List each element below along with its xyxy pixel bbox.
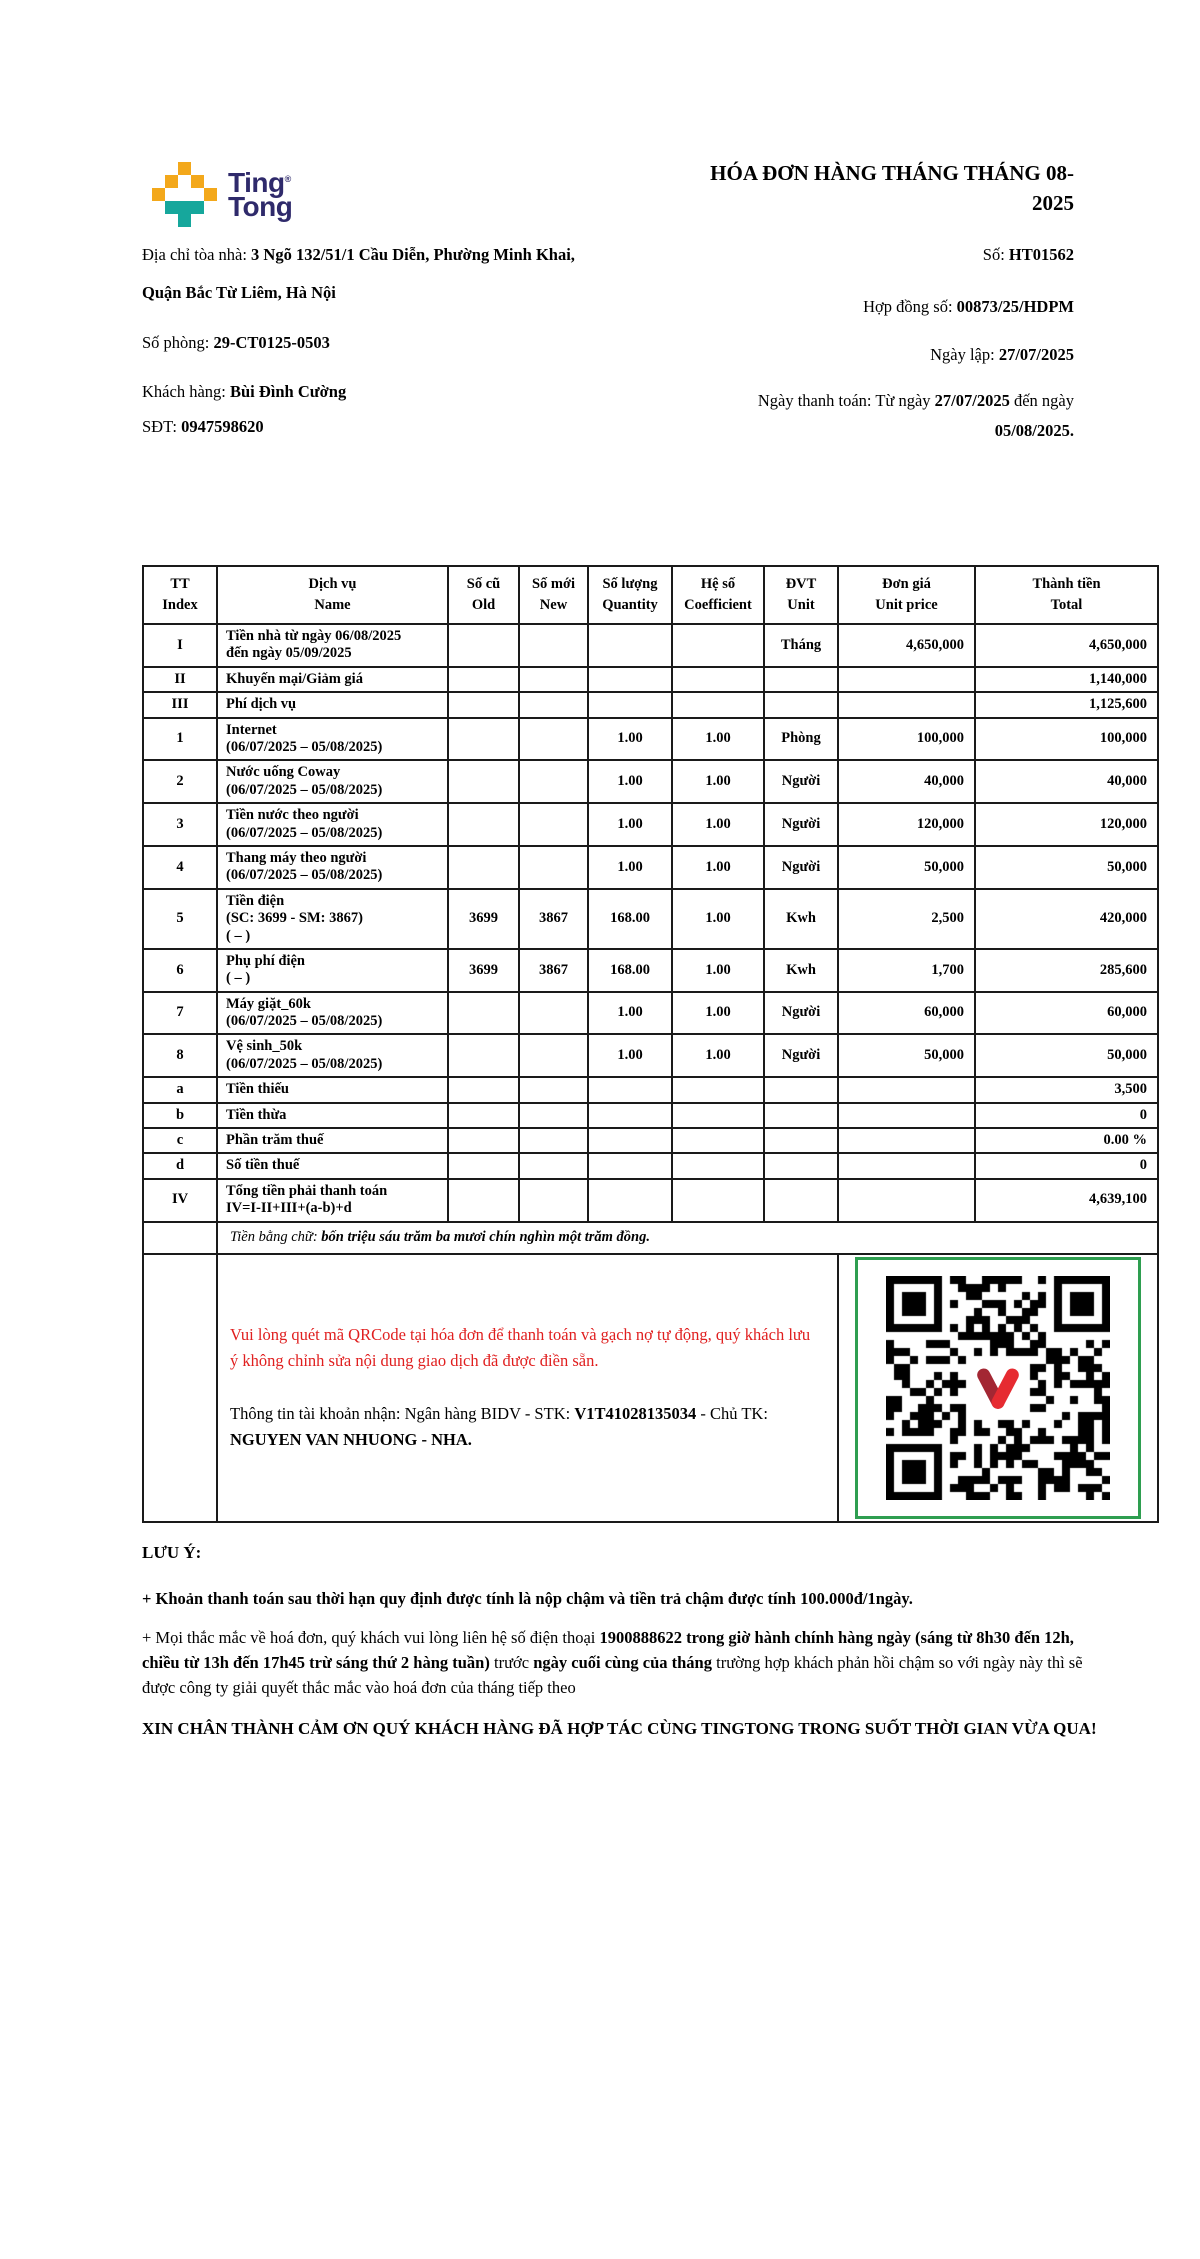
table-cell: 8 xyxy=(143,1034,217,1077)
vietqr-v-icon xyxy=(972,1362,1024,1414)
table-cell: c xyxy=(143,1128,217,1153)
table-cell: 4,650,000 xyxy=(838,624,975,667)
table-cell: 3867 xyxy=(519,889,588,949)
contract-number: Hợp đồng số: 00873/25/HDPM xyxy=(863,297,1074,316)
deadline-emphasis: ngày cuối cùng của tháng xyxy=(533,1653,712,1672)
table-header-cell: Số cũ Old xyxy=(448,566,519,624)
table-cell: 60,000 xyxy=(838,992,975,1035)
table-cell xyxy=(519,803,588,846)
table-cell xyxy=(764,1077,838,1102)
service-name-cell: Tiền nhà từ ngày 06/08/2025 đến ngày 05/09/2025 xyxy=(217,624,448,667)
table-cell: III xyxy=(143,692,217,717)
table-row xyxy=(143,1153,1158,1178)
table-cell: 3,500 xyxy=(975,1077,1158,1102)
service-name-cell: Tiền nước theo người (06/07/2025 – 05/08/2025) xyxy=(217,803,448,846)
service-name-cell: Tiền điện (SC: 3699 - SM: 3867) ( – ) xyxy=(217,889,448,949)
service-name-cell: Tiền thiếu xyxy=(217,1077,448,1102)
table-cell: 50,000 xyxy=(975,1034,1158,1077)
notes-title: LƯU Ý: xyxy=(142,1543,202,1562)
table-cell: 1,140,000 xyxy=(975,667,1158,692)
table-cell xyxy=(448,667,519,692)
table-cell xyxy=(519,1128,588,1153)
table-cell: 4 xyxy=(143,846,217,889)
bank-account-number: V1T41028135034 xyxy=(574,1403,697,1423)
table-cell xyxy=(588,1103,672,1128)
table-cell: 285,600 xyxy=(975,949,1158,992)
table-cell: 6 xyxy=(143,949,217,992)
table-cell xyxy=(519,692,588,717)
table-header-cell: TT Index xyxy=(143,566,217,624)
account-holder-name: NGUYEN VAN NHUONG - NHA. xyxy=(230,1429,472,1449)
table-cell xyxy=(672,667,764,692)
table-cell xyxy=(519,1103,588,1128)
service-name-cell: Nước uống Coway (06/07/2025 – 05/08/2025) xyxy=(217,760,448,803)
table-cell: 1,700 xyxy=(838,949,975,992)
table-row xyxy=(143,992,1158,1035)
registered-mark: ® xyxy=(284,174,292,184)
table-row xyxy=(143,667,1158,692)
table-cell xyxy=(588,1179,672,1222)
qr-instructions-cell xyxy=(217,1254,838,1522)
table-cell: 100,000 xyxy=(838,718,975,761)
table-header-row xyxy=(143,566,1158,624)
table-cell: 4,650,000 xyxy=(975,624,1158,667)
table-cell xyxy=(448,846,519,889)
table-cell: 1.00 xyxy=(672,846,764,889)
table-cell xyxy=(519,1153,588,1178)
table-cell: 5 xyxy=(143,889,217,949)
table-cell xyxy=(588,1077,672,1102)
table-row xyxy=(143,803,1158,846)
table-cell: Người xyxy=(764,1034,838,1077)
table-cell: 3699 xyxy=(448,889,519,949)
table-cell: 3 xyxy=(143,803,217,846)
table-cell: 0 xyxy=(975,1103,1158,1128)
table-cell xyxy=(448,624,519,667)
table-cell xyxy=(672,1077,764,1102)
invoice-table xyxy=(142,565,1159,1523)
table-cell xyxy=(672,1153,764,1178)
table-cell xyxy=(519,760,588,803)
amount-in-words-cell xyxy=(217,1222,1158,1254)
table-cell: a xyxy=(143,1077,217,1102)
table-cell xyxy=(764,692,838,717)
table-cell: IV xyxy=(143,1179,217,1222)
invoice-number: Số: HT01562 xyxy=(982,245,1074,264)
table-cell xyxy=(764,1153,838,1178)
table-cell xyxy=(519,1077,588,1102)
service-name-cell: Thang máy theo người (06/07/2025 – 05/08/2025) xyxy=(217,846,448,889)
table-cell: 1.00 xyxy=(588,718,672,761)
service-name-cell: Phần trăm thuế xyxy=(217,1128,448,1153)
table-cell xyxy=(838,1103,975,1128)
table-cell: 50,000 xyxy=(975,846,1158,889)
payment-period-line1: Ngày thanh toán: Từ ngày 27/07/2025 đến ngày xyxy=(757,391,1074,410)
service-name-cell: Internet (06/07/2025 – 05/08/2025) xyxy=(217,718,448,761)
table-header-cell: Đơn giá Unit price xyxy=(838,566,975,624)
table-cell xyxy=(838,1077,975,1102)
table-cell xyxy=(448,803,519,846)
amount-words-value: bốn triệu sáu trăm ba mươi chín nghìn một trăm đồng. xyxy=(321,1228,650,1245)
table-row xyxy=(143,949,1158,992)
amount-words-label: Tiền bằng chữ: xyxy=(230,1228,322,1245)
table-cell: 0.00 % xyxy=(975,1128,1158,1153)
table-row xyxy=(143,1128,1158,1153)
service-name-cell: Vệ sinh_50k (06/07/2025 – 05/08/2025) xyxy=(217,1034,448,1077)
table-cell: d xyxy=(143,1153,217,1178)
building-address-line2: Quận Bắc Từ Liêm, Hà Nội xyxy=(142,283,336,302)
table-cell xyxy=(448,760,519,803)
table-row xyxy=(143,692,1158,717)
table-cell: 1.00 xyxy=(672,718,764,761)
hotline-note-part: trước xyxy=(489,1653,534,1672)
table-cell: b xyxy=(143,1103,217,1128)
table-cell: 420,000 xyxy=(975,889,1158,949)
table-cell: 1.00 xyxy=(672,803,764,846)
table-row xyxy=(143,846,1158,889)
table-cell xyxy=(448,1103,519,1128)
table-cell: 4,639,100 xyxy=(975,1179,1158,1222)
table-cell: 3699 xyxy=(448,949,519,992)
table-header-cell: Thành tiền Total xyxy=(975,566,1158,624)
qr-payment-row xyxy=(143,1254,1158,1522)
table-cell: Kwh xyxy=(764,949,838,992)
table-cell: Người xyxy=(764,992,838,1035)
qr-code xyxy=(855,1257,1141,1519)
table-cell xyxy=(448,992,519,1035)
hotline-note-part: + Mọi thắc mắc về hoá đơn, quý khách vui lòng liên hệ số điện thoại xyxy=(142,1628,600,1647)
table-header-cell: Dịch vụ Name xyxy=(217,566,448,624)
table-cell xyxy=(588,1153,672,1178)
table-cell: 1.00 xyxy=(588,1034,672,1077)
table-cell xyxy=(588,692,672,717)
table-header-cell: Số mới New xyxy=(519,566,588,624)
table-cell: 3867 xyxy=(519,949,588,992)
table-cell xyxy=(448,718,519,761)
table-cell xyxy=(764,1103,838,1128)
table-cell: 60,000 xyxy=(975,992,1158,1035)
table-cell: 120,000 xyxy=(838,803,975,846)
table-cell xyxy=(672,1103,764,1128)
table-header-cell: Hệ số Coefficient xyxy=(672,566,764,624)
late-payment-note: + Khoản thanh toán sau thời hạn quy định được tính là nộp chậm và tiền trả chậm được tính 100.000đ/1ngày. xyxy=(142,1589,913,1608)
table-cell: 1.00 xyxy=(672,889,764,949)
table-cell: Người xyxy=(764,803,838,846)
table-cell: 120,000 xyxy=(975,803,1158,846)
qr-warning-text: Vui lòng quét mã QRCode tại hóa đơn để thanh toán và gạch nợ tự động, quý khách lưu ý không chỉnh sửa nội dung giao dịch đã được điền sẵn. xyxy=(230,1324,811,1371)
table-cell: 1.00 xyxy=(588,803,672,846)
table-cell: 7 xyxy=(143,992,217,1035)
tingtong-logo xyxy=(152,160,292,224)
table-header-cell: Số lượng Quantity xyxy=(588,566,672,624)
service-name-cell: Số tiền thuế xyxy=(217,1153,448,1178)
table-cell: 0 xyxy=(975,1153,1158,1178)
table-row xyxy=(143,1034,1158,1077)
table-cell xyxy=(588,667,672,692)
table-cell xyxy=(519,846,588,889)
table-cell xyxy=(519,667,588,692)
table-cell: 50,000 xyxy=(838,1034,975,1077)
table-cell: 2,500 xyxy=(838,889,975,949)
table-row xyxy=(143,718,1158,761)
table-cell xyxy=(519,624,588,667)
table-cell xyxy=(838,1153,975,1178)
invoice-title: HÓA ĐƠN HÀNG THÁNG THÁNG 08- 2025 xyxy=(710,161,1074,215)
table-cell xyxy=(448,1128,519,1153)
table-cell xyxy=(672,1128,764,1153)
building-address-line1: Địa chỉ tòa nhà: 3 Ngõ 132/51/1 Cầu Diễn, Phường Minh Khai, xyxy=(142,245,575,264)
payment-period-line2: 05/08/2025. xyxy=(994,421,1074,440)
service-name-cell: Máy giặt_60k (06/07/2025 – 05/08/2025) xyxy=(217,992,448,1035)
service-name-cell: Khuyến mại/Giảm giá xyxy=(217,667,448,692)
table-row xyxy=(143,624,1158,667)
table-cell xyxy=(143,1222,217,1254)
table-cell: 1.00 xyxy=(672,949,764,992)
table-cell: 40,000 xyxy=(838,760,975,803)
table-row xyxy=(143,889,1158,949)
table-cell: 168.00 xyxy=(588,949,672,992)
table-cell: 2 xyxy=(143,760,217,803)
table-cell xyxy=(764,1179,838,1222)
table-cell: Tháng xyxy=(764,624,838,667)
table-header-cell: ĐVT Unit xyxy=(764,566,838,624)
table-cell: 1.00 xyxy=(672,760,764,803)
table-cell xyxy=(448,1153,519,1178)
table-cell: Người xyxy=(764,760,838,803)
table-cell xyxy=(519,992,588,1035)
issue-date: Ngày lập: 27/07/2025 xyxy=(930,345,1074,364)
table-cell: II xyxy=(143,667,217,692)
service-name-cell: Tiền thừa xyxy=(217,1103,448,1128)
table-row xyxy=(143,1077,1158,1102)
thank-you-text: XIN CHÂN THÀNH CẢM ƠN QUÝ KHÁCH HÀNG ĐÃ HỢP TÁC CÙNG TINGTONG TRONG SUỐT THỜI GIAN VỪA QUA! xyxy=(142,1719,1097,1738)
table-cell xyxy=(838,692,975,717)
table-cell xyxy=(519,718,588,761)
table-cell: 1.00 xyxy=(672,1034,764,1077)
table-row xyxy=(143,1103,1158,1128)
service-name-cell: Phụ phí điện ( – ) xyxy=(217,949,448,992)
table-cell: Phòng xyxy=(764,718,838,761)
room-number: Số phòng: 29-CT0125-0503 xyxy=(142,333,330,352)
bank-account-text xyxy=(230,1401,821,1454)
bank-account-label: Thông tin tài khoản nhận: Ngân hàng BIDV - STK: xyxy=(230,1403,575,1423)
hotline-note-part: trường hợp khách phản hồi chậm so với ngày này thì sẽ được công ty giải quyết thắc mắc vào hoá đơn của tháng tiếp theo xyxy=(142,1653,1083,1697)
table-cell: 1.00 xyxy=(672,992,764,1035)
table-cell xyxy=(448,1179,519,1222)
tingtong-logo-text: Ting® Tong xyxy=(228,167,293,222)
table-cell xyxy=(838,1128,975,1153)
account-holder-label: - Chủ TK: xyxy=(696,1403,768,1423)
table-cell: 1,125,600 xyxy=(975,692,1158,717)
table-cell: 168.00 xyxy=(588,889,672,949)
table-cell xyxy=(764,1128,838,1153)
qr-code-cell xyxy=(838,1254,1158,1522)
amount-in-words-row xyxy=(143,1222,1158,1254)
table-row xyxy=(143,1179,1158,1222)
hotline-note xyxy=(142,1625,1100,1700)
tingtong-logo-icon xyxy=(152,162,214,224)
table-cell xyxy=(764,667,838,692)
table-cell xyxy=(448,1034,519,1077)
table-row xyxy=(143,760,1158,803)
table-cell: 1.00 xyxy=(588,846,672,889)
service-name-cell: Phí dịch vụ xyxy=(217,692,448,717)
hotline-number: 1900888622 trong giờ hành chính hàng ngày (sáng từ 8h30 đến 12h, chiều từ 13h đến 17h45 trừ sáng thứ 2 hàng tuần) xyxy=(142,1628,1074,1672)
table-cell: 1.00 xyxy=(588,992,672,1035)
table-cell xyxy=(143,1254,217,1522)
table-cell xyxy=(448,692,519,717)
table-cell: Kwh xyxy=(764,889,838,949)
table-cell: 100,000 xyxy=(975,718,1158,761)
table-cell xyxy=(672,692,764,717)
table-cell: 1.00 xyxy=(588,760,672,803)
table-cell xyxy=(519,1179,588,1222)
table-cell xyxy=(519,1034,588,1077)
table-cell: 50,000 xyxy=(838,846,975,889)
table-cell: Người xyxy=(764,846,838,889)
table-cell xyxy=(672,624,764,667)
table-cell: 40,000 xyxy=(975,760,1158,803)
customer-phone: SĐT: 0947598620 xyxy=(142,417,264,436)
table-cell xyxy=(838,1179,975,1222)
table-cell xyxy=(588,1128,672,1153)
customer-name: Khách hàng: Bùi Đình Cường xyxy=(142,382,347,401)
service-name-cell: Tổng tiền phải thanh toán IV=I-II+III+(a-b)+d xyxy=(217,1179,448,1222)
table-cell xyxy=(838,667,975,692)
table-cell xyxy=(672,1179,764,1222)
table-cell: 1 xyxy=(143,718,217,761)
table-cell xyxy=(448,1077,519,1102)
table-cell xyxy=(588,624,672,667)
table-cell: I xyxy=(143,624,217,667)
